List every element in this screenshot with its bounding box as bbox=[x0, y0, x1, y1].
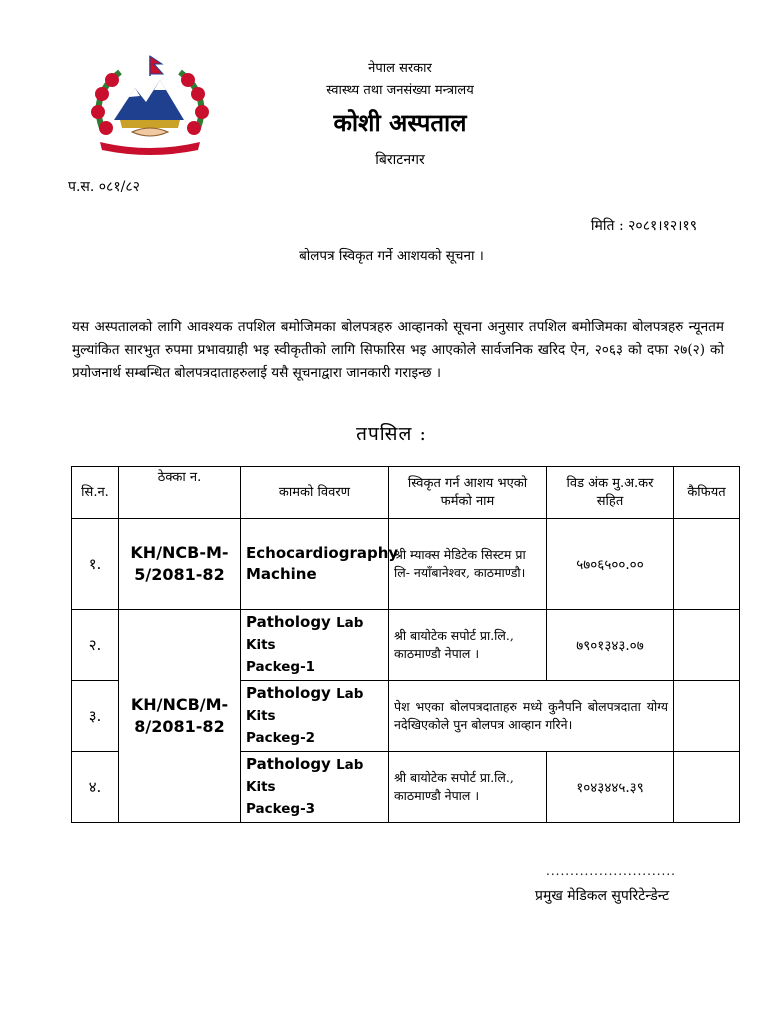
row-contract: KH/NCB/M-8/2081-82 bbox=[119, 610, 241, 823]
row-amount: ५७०६५००.०० bbox=[547, 519, 674, 610]
work-rest: Lab Kits bbox=[246, 757, 364, 795]
row-firm: श्री बायोटेक सपोर्ट प्रा.लि., काठमाण्डौ नेपाल । bbox=[389, 610, 547, 681]
row-remarks bbox=[674, 681, 740, 752]
header-amount: विड अंक मु.अ.कर सहित bbox=[547, 467, 674, 519]
row-remarks bbox=[674, 610, 740, 681]
work-main: Pathology bbox=[246, 613, 331, 631]
work-main: Pathology bbox=[246, 684, 331, 702]
row-amount: १०४३४४५.३९ bbox=[547, 752, 674, 823]
nepal-emblem-icon bbox=[80, 50, 220, 160]
details-table bbox=[71, 466, 740, 823]
work-sub: Packeg-2 bbox=[246, 730, 316, 746]
ministry-name: स्वास्थ्य तथा जनसंख्या मन्त्रालय bbox=[326, 83, 474, 98]
work-sub: Packeg-3 bbox=[246, 801, 316, 817]
work-main: Pathology bbox=[246, 755, 331, 773]
work-rest: Lab Kits bbox=[246, 686, 364, 724]
org-name: नेपाल सरकार bbox=[368, 61, 432, 76]
header-firm: स्विकृत गर्न आशय भएको फर्मको नाम bbox=[389, 467, 547, 519]
row-sn: ३. bbox=[72, 681, 119, 752]
row-remarks bbox=[674, 752, 740, 823]
work-rest: Lab Kits bbox=[246, 615, 364, 653]
signature-line: ........................... bbox=[546, 864, 676, 878]
notice-date: मिति : २०८१।१२।१९ bbox=[590, 218, 697, 234]
table-row bbox=[72, 610, 740, 681]
header-remarks: कैफियत bbox=[674, 467, 740, 519]
row-amount: ७९०१३४३.०७ bbox=[547, 610, 674, 681]
work-sub: Packeg-1 bbox=[246, 659, 316, 675]
header-sn: सि.न. bbox=[72, 467, 119, 519]
row-work bbox=[241, 610, 389, 681]
row-contract: KH/NCB-M-5/2081-82 bbox=[119, 519, 241, 610]
reference-number: प.स. ०८१/८२ bbox=[68, 179, 140, 195]
row-work bbox=[241, 681, 389, 752]
row-remarks bbox=[674, 519, 740, 610]
row-work: Echocardiography Machine bbox=[241, 519, 389, 610]
signatory-title: प्रमुख मेडिकल सुपरिटेन्डेन्ट bbox=[535, 888, 670, 904]
row-sn: ४. bbox=[72, 752, 119, 823]
table-row bbox=[72, 519, 740, 610]
row-sn: २. bbox=[72, 610, 119, 681]
section-title: तपसिल : bbox=[356, 423, 427, 445]
header-contract: ठेक्का न. bbox=[119, 467, 241, 519]
row-firm: श्री म्याक्स मेडिटेक सिस्टम प्रा लि- नयाँबानेश्वर, काठमाण्डौ। bbox=[389, 519, 547, 610]
table-header-row bbox=[72, 467, 740, 519]
header-work: कामको विवरण bbox=[241, 467, 389, 519]
hospital-name: कोशी अस्पताल bbox=[333, 108, 467, 137]
row-sn: १. bbox=[72, 519, 119, 610]
row-firm: श्री बायोटेक सपोर्ट प्रा.लि., काठमाण्डौ नेपाल । bbox=[389, 752, 547, 823]
notice-subject: बोलपत्र स्विकृत गर्ने आशयको सूचना । bbox=[299, 248, 484, 264]
notice-body: यस अस्पतालको लागि आवश्यक तपशिल बमोजिमका बोलपत्रहरु आव्हानको सूचना अनुसार तपशिल बमोजिमका बोलपत्रहरु न्यूनतम मुल्यांकित सारभुत रुपमा प्रभावग्राही भइ स्वीकृतीको लागि सिफारिस भइ आएकोले सार्वजनिक खरिद ऐन, २०६३ को दफा २७(२) को प्रयोजनार्थ सम्बन्धित बोलपत्रदाताहरुलाई यसै सूचनाद्वारा जानकारी गराइन्छ । bbox=[72, 319, 724, 381]
city-name: बिराटनगर bbox=[375, 152, 425, 168]
row-work bbox=[241, 752, 389, 823]
row-firm: पेश भएका बोलपत्रदाताहरु मध्ये कुनैपनि बोलपत्रदाता योग्य नदेखिएकोले पुन बोलपत्र आव्हान गरिने। bbox=[389, 681, 674, 752]
